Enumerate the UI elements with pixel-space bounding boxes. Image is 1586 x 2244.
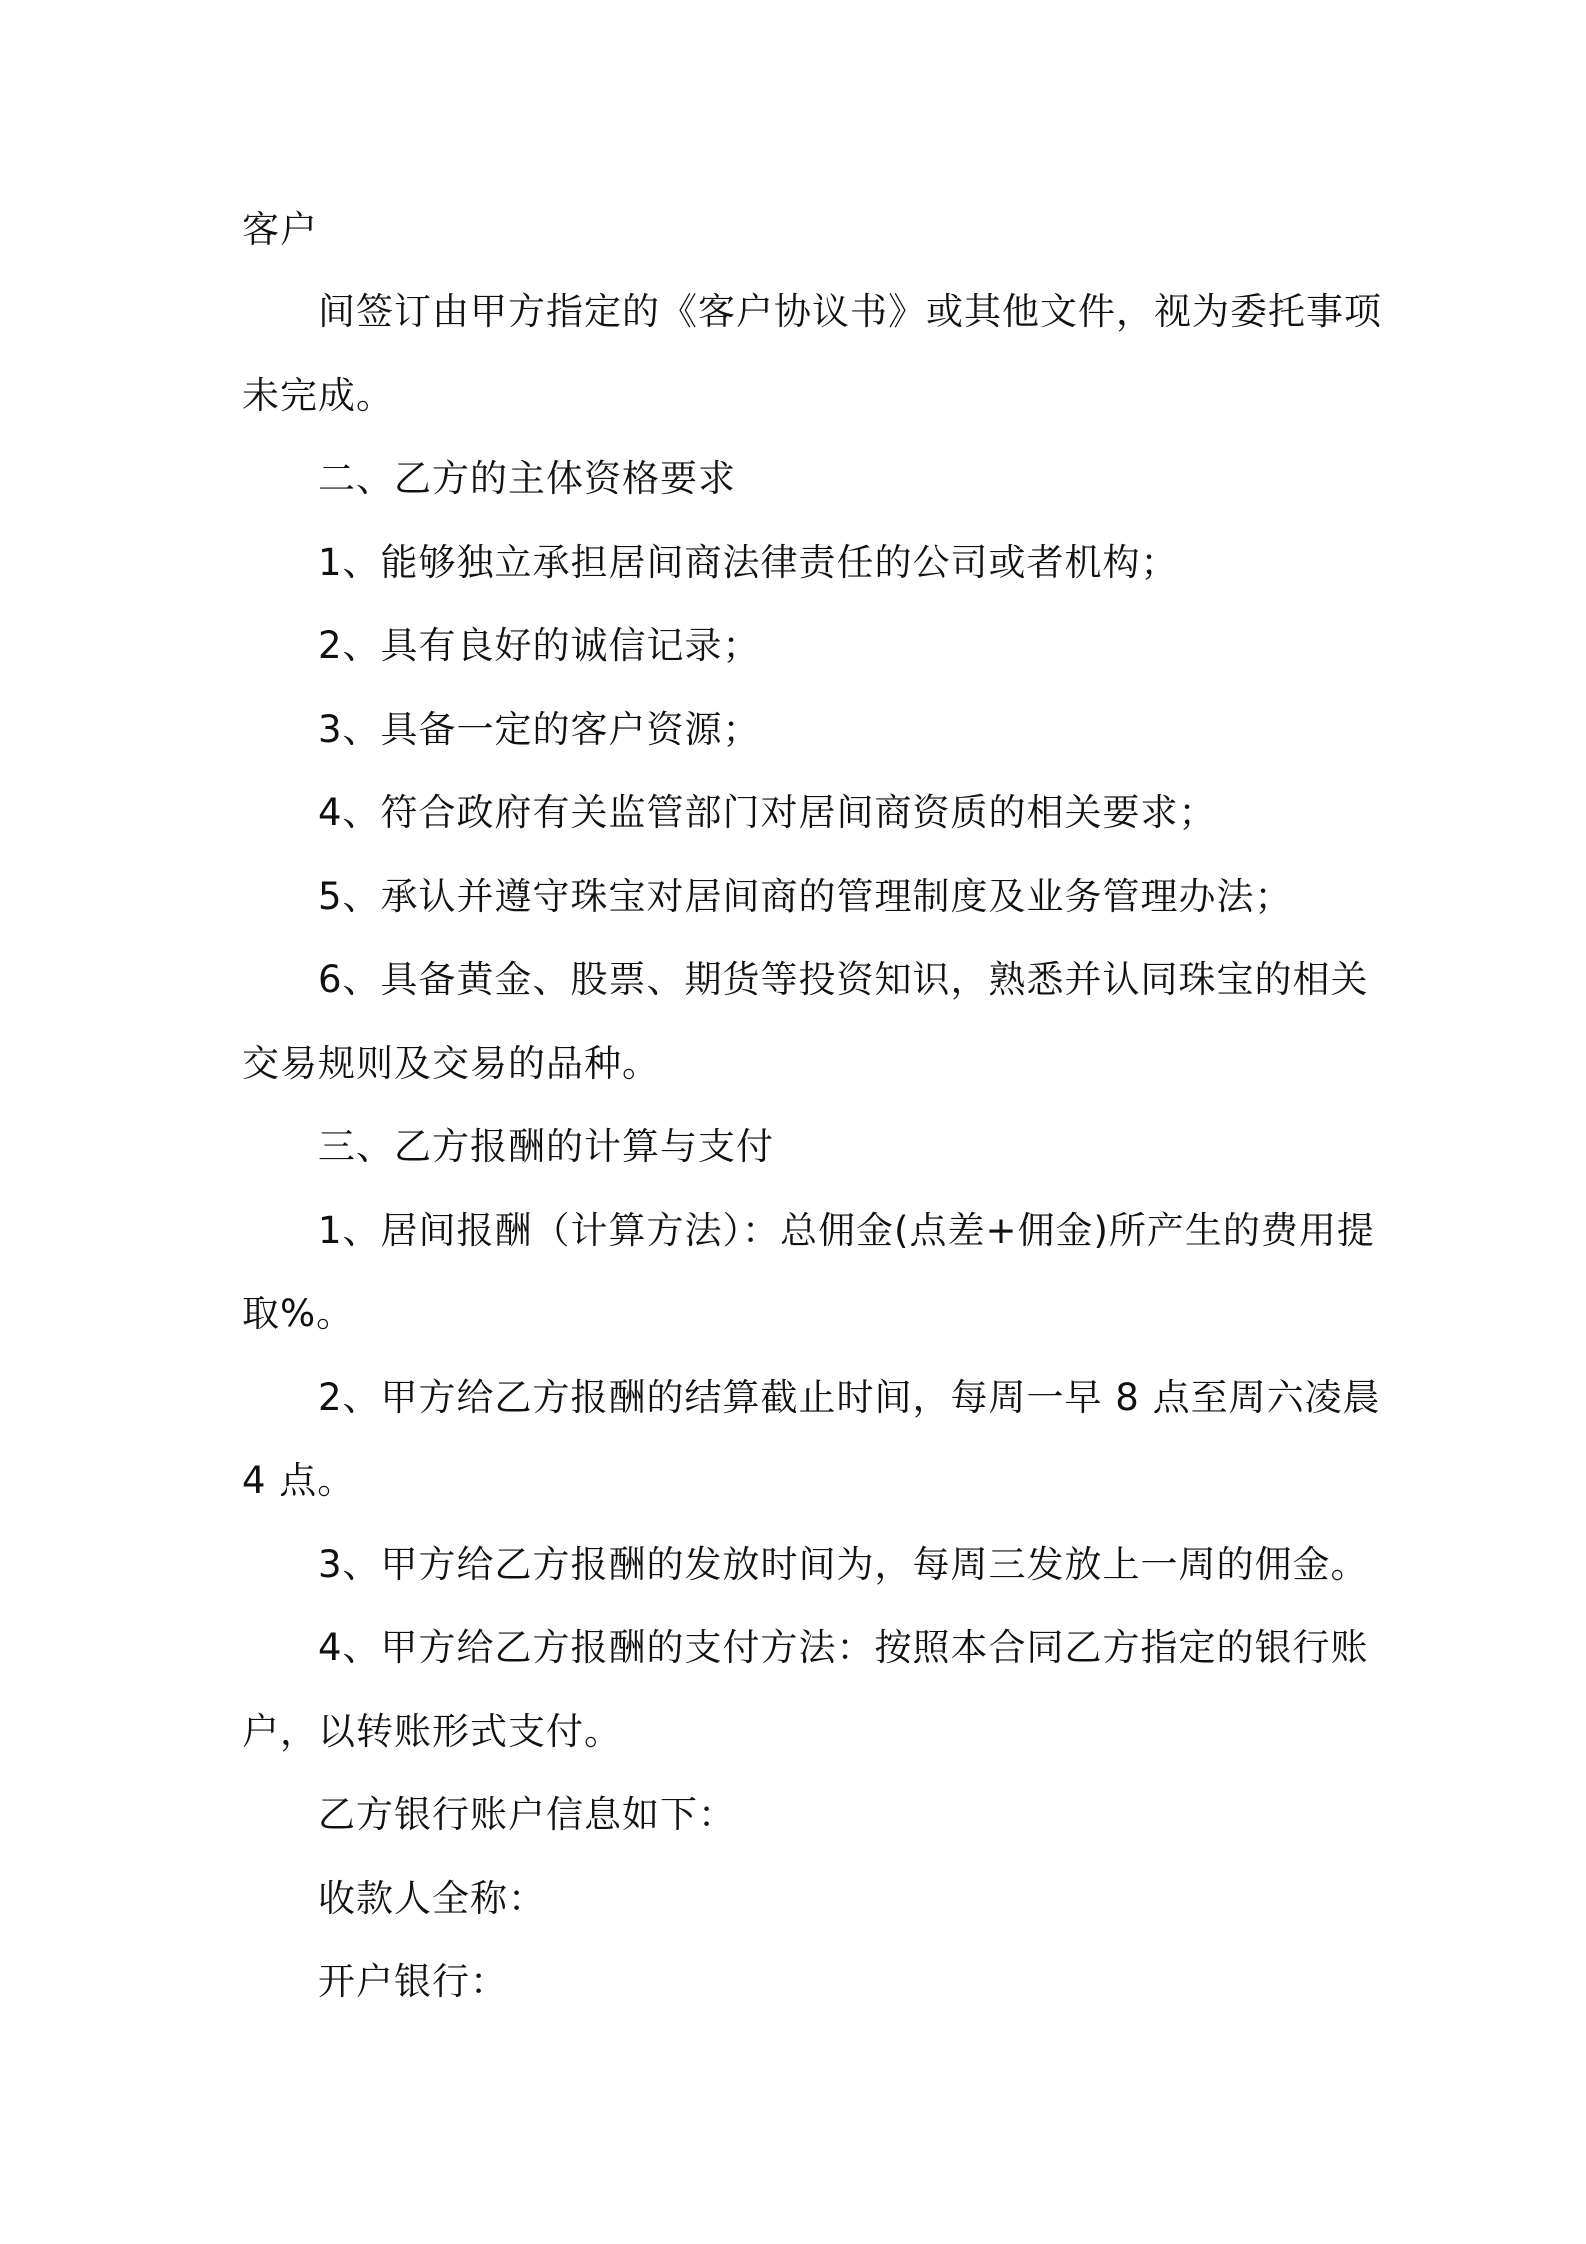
list-item: 1、能够独立承担居间商法律责任的公司或者机构； (318, 541, 1179, 584)
list-item-cont: 4 点。 (242, 1459, 356, 1502)
list-item: 4、符合政府有关监管部门对居间商资质的相关要求； (318, 791, 1217, 834)
section-heading-qualification: 二、乙方的主体资格要求 (318, 457, 736, 500)
list-item: 5、承认并遵守珠宝对居间商的管理制度及业务管理办法； (318, 875, 1293, 918)
list-item-cont: 取%。 (242, 1292, 355, 1335)
list-item: 1、居间报酬（计算方法）：总佣金(点差+佣金)所产生的费用提 (318, 1209, 1375, 1252)
list-item: 2、具有良好的诚信记录； (318, 624, 761, 667)
list-item: 6、具备黄金、股票、期货等投资知识，熟悉并认同珠宝的相关 (318, 958, 1369, 1001)
list-item: 2、甲方给乙方报酬的结算截止时间，每周一早 8 点至周六凌晨 (318, 1376, 1381, 1419)
list-item: 3、甲方给乙方报酬的发放时间为，每周三发放上一周的佣金。 (318, 1543, 1369, 1586)
bank-info-heading: 乙方银行账户信息如下： (318, 1793, 736, 1836)
list-item: 3、具备一定的客户资源； (318, 708, 761, 751)
list-item: 4、甲方给乙方报酬的支付方法：按照本合同乙方指定的银行账 (318, 1626, 1369, 1669)
list-item-cont: 交易规则及交易的品种。 (242, 1042, 660, 1085)
list-item-cont: 户，以转账形式支付。 (242, 1710, 622, 1753)
section-heading-remuneration: 三、乙方报酬的计算与支付 (318, 1125, 774, 1168)
text-line-agreement: 间签订由甲方指定的《客户协议书》或其他文件，视为委托事项 (318, 290, 1382, 333)
text-line-agreement-cont: 未完成。 (242, 374, 394, 417)
bank-name-label: 开户银行： (318, 1960, 508, 2003)
payee-name-label: 收款人全称： (318, 1877, 546, 1920)
text-line-customer: 客户 (242, 208, 318, 251)
